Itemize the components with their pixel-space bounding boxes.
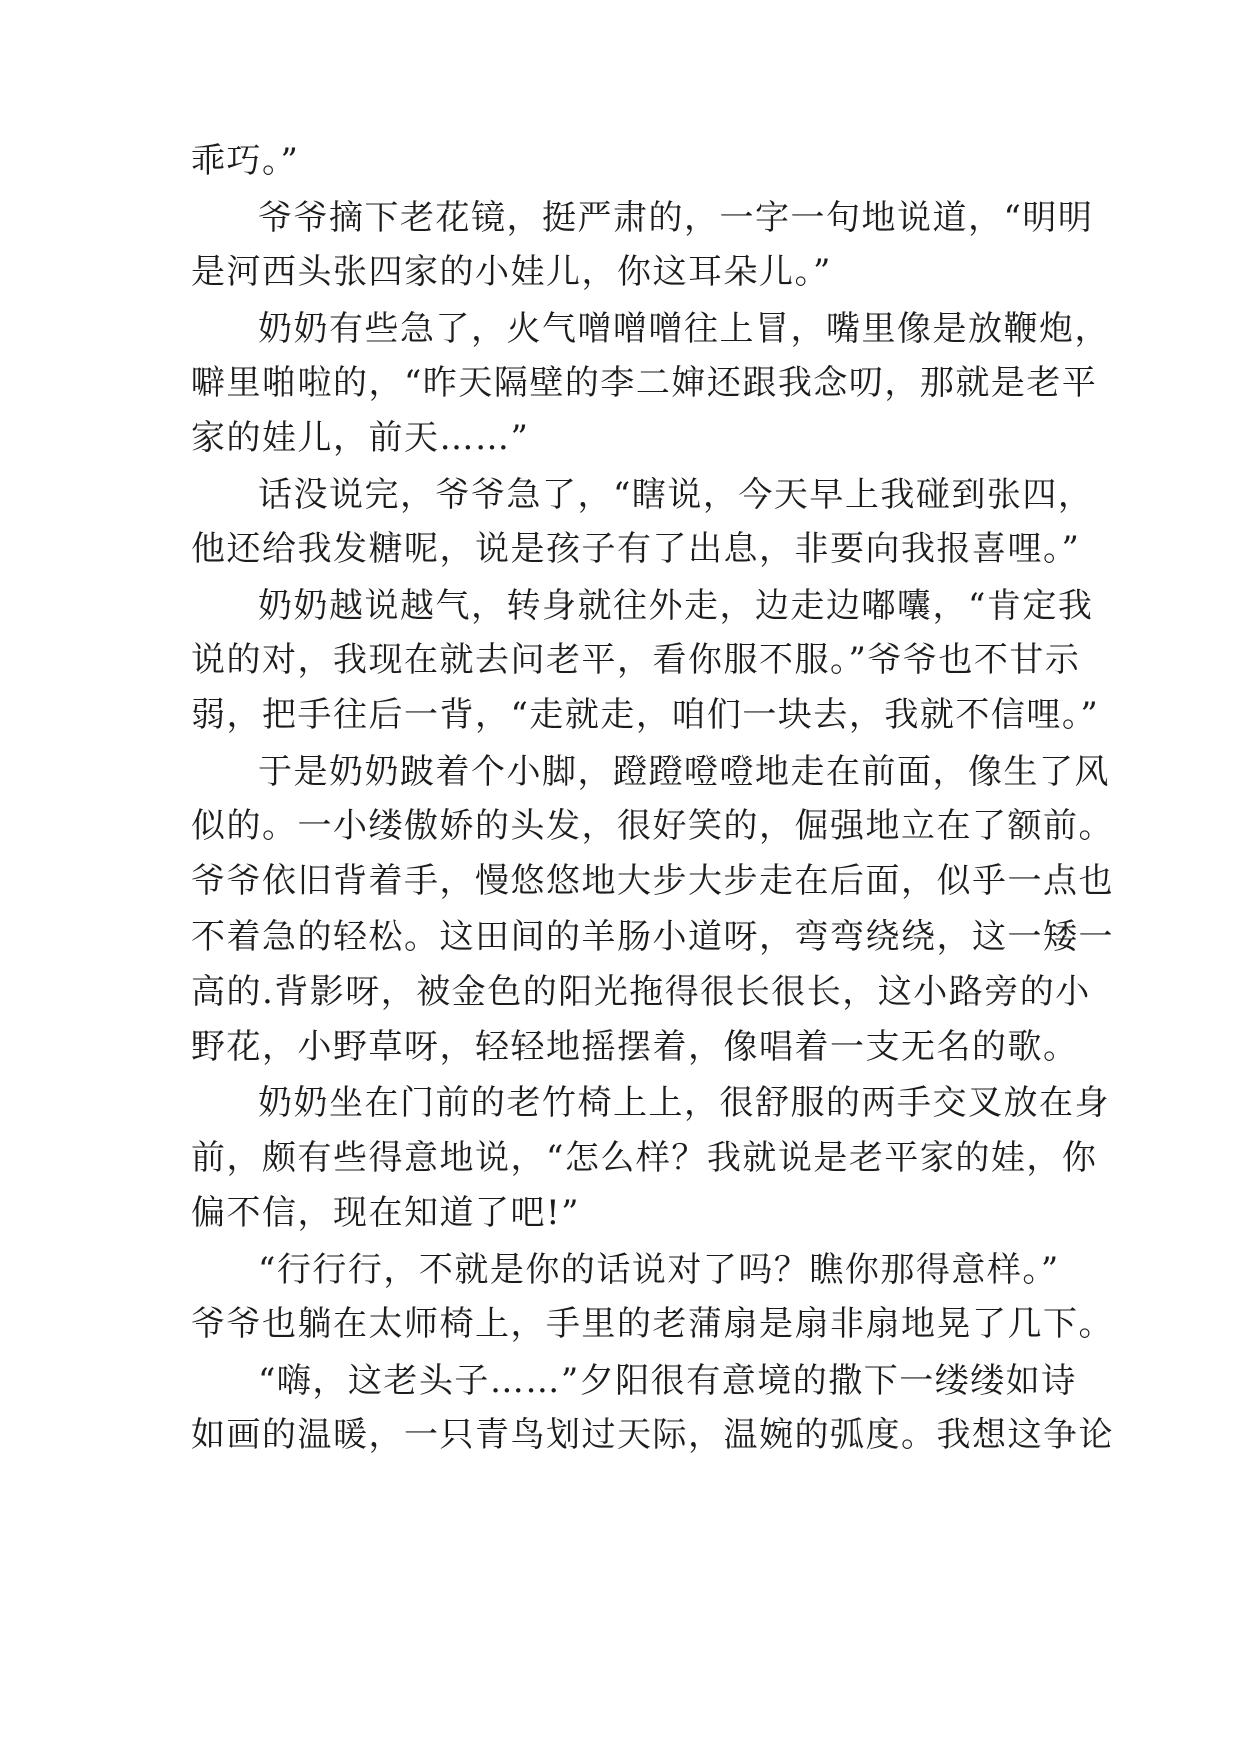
- text-line: 奶奶越说越气，转身就往外走，边走边嘟囔，“肯定我: [258, 586, 1094, 626]
- text-line: “行行行，不就是你的话说对了吗？瞧你那得意样。”: [258, 1250, 1060, 1290]
- text-line: 前，颇有些得意地说，“怎么样？我就说是老平家的娃，你: [191, 1138, 1098, 1178]
- text-line: 偏不信，现在知道了吧!”: [191, 1193, 581, 1233]
- text-line: 如画的温暖，一只青鸟划过天际，温婉的弧度。我想这争论: [191, 1415, 1114, 1455]
- text-line: 于是奶奶跛着个小脚，蹬蹬噔噔地走在前面，像生了风: [258, 752, 1110, 792]
- text-line: 爷爷依旧背着手，慢悠悠地大步大步走在后面，似乎一点也: [191, 861, 1114, 901]
- text-line: 野花，小野草呀，轻轻地摇摆着，像唱着一支无名的歌。: [191, 1027, 1079, 1067]
- text-line: 似的。一小缕傲娇的头发，很好笑的，倔强地立在了额前。: [191, 806, 1114, 846]
- text-line: 噼里啪啦的，“昨天隔壁的李二婶还跟我念叨，那就是老平: [191, 363, 1098, 403]
- text-line: 高的.背影呀，被金色的阳光拖得很长很长，这小路旁的小: [191, 972, 1091, 1012]
- text-line: 奶奶坐在门前的老竹椅上上，很舒服的两手交叉放在身: [258, 1083, 1110, 1123]
- text-line: 是河西头张四家的小娃儿，你这耳朵儿。”: [191, 252, 832, 292]
- text-line: 爷爷也躺在太师椅上，手里的老蒲扇是扇非扇地晃了几下。: [191, 1304, 1114, 1344]
- text-line: 不着急的轻松。这田间的羊肠小道呀，弯弯绕绕，这一矮一: [191, 917, 1114, 957]
- text-line: 弱，把手往后一背，“走就走，咱们一块去，我就不信哩。”: [191, 695, 1100, 735]
- text-line: 奶奶有些急了，火气噌噌噌往上冒，嘴里像是放鞭炮，: [258, 309, 1110, 349]
- text-line: 乖巧。”: [191, 141, 300, 181]
- text-line: 说的对，我现在就去问老平，看你服不服。”爷爷也不甘示: [191, 640, 1081, 680]
- text-line: 爷爷摘下老花镜，挺严肃的，一字一句地说道，“明明: [258, 198, 1094, 238]
- text-line: 话没说完，爷爷急了，“瞎说，今天早上我碰到张四，: [258, 475, 1094, 515]
- text-line: 家的娃儿，前天……”: [191, 418, 530, 458]
- text-line: 他还给我发糖呢，说是孩子有了出息，非要向我报喜哩。”: [191, 529, 1081, 569]
- text-line: “嗨，这老头子……”夕阳很有意境的撒下一缕缕如诗: [258, 1361, 1077, 1401]
